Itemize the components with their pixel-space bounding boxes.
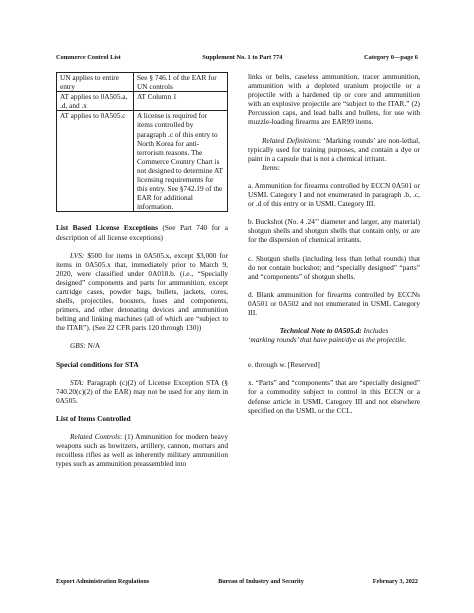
table-cell: UN applies to entire entry: [57, 73, 134, 92]
footer-regulations: Export Administration Regulations: [56, 578, 150, 585]
sta-text: Paragraph (c)(2) of License Exception STA (§ 740.20(c)(2) of the EAR) may not be used for any item in 0A505.: [56, 377, 228, 405]
loic-heading: List of Items Controlled: [56, 413, 131, 423]
footer-date: February 3, 2022: [372, 578, 418, 585]
header-supplement: Supplement No. 1 to Part 774: [202, 54, 283, 61]
items-colon: :: [277, 162, 280, 172]
item-x: x. “Parts” and “components” that are “specially designed” for a commodity subject to control in this ECCN or a defense article in USML Category III and not elsewhere specified on the USML or the CCL.: [248, 378, 420, 415]
gbs-text: N/A: [85, 341, 101, 351]
item-d: d. Blank ammunition for firearms controlled by ECCNs 0A501 or 0A502 and not enumerated in USML Category III.: [248, 289, 420, 317]
table-cell: AT applies to 0A505.c: [57, 111, 134, 212]
table-cell: AT applies to 0A505.a, .d, and .x: [57, 92, 134, 111]
related-controls-paragraph: [56, 432, 228, 468]
table-cell: See § 746.1 of the EAR for UN controls: [134, 73, 228, 92]
page-header: [56, 54, 418, 61]
lble-paragraph: [56, 223, 228, 241]
sta-label: STA:: [70, 377, 85, 387]
sta-heading: Special conditions for STA: [56, 359, 139, 369]
related-controls-text: : (1) Ammunition for modern heavy weapons such as howitzers, artillery, cannon, mortars and recoilless rifles as well as inherently military ammunition types such as ammunition preassembled into: [56, 432, 228, 469]
gbs-label: GBS:: [70, 341, 86, 351]
lvs-text-2: , “Specially designed” components and parts for ammunition, except cartridge cases, powder bags, bullets, jackets, cores, shells, projectiles, boosters, fuses and components, primers, and other detonating devices and ammunition belting and linking machines (all of which are “subject to the ITAR”). (See 22 CFR parts 120 through 130)): [56, 268, 228, 333]
item-b: b. Buckshot (No. 4 .24’’ diameter and larger, any material) shotgun shells and shotgun shells that contain only, or are for the dispersion of chemical irritants.: [248, 217, 420, 245]
related-controls-label: Related Controls: [70, 432, 121, 441]
table-row: [57, 73, 228, 92]
lvs-paragraph: [56, 251, 228, 333]
item-a: a. Ammunition for firearms controlled by ECCN 0A501 or USML Category I and not enumerated in paragraph .b, .c, or .d of this entry or in USML Category III.: [248, 180, 420, 209]
header-title: Commerce Control List: [56, 54, 121, 61]
technical-note-lead: Includes: [361, 326, 389, 336]
item-c: c. Shotgun shells (including less than lethal rounds) that do not contain buckshot; and “specially designed” “parts” and “components” of shotgun shells.: [248, 253, 420, 281]
table-cell: A license is required for items controlled by paragraph .c of this entry to North Korea for anti-terrorism reasons. The Commerce Country Chart is not designed to determine AT licensing requirements for this entry. See §742.19 of the EAR for additional information.: [134, 111, 228, 212]
table-cell: AT Column 1: [134, 92, 228, 111]
sta-paragraph: [56, 378, 228, 405]
related-definitions-label: Related Definitions: [262, 135, 320, 145]
left-column: [56, 72, 228, 477]
gbs-paragraph: [56, 341, 228, 350]
related-definitions-text: : ‘Marking rounds’ are non-lethal, typically used for training purposes, and contain a dye or paint in a capsule that is not a chemical irritant.: [248, 135, 420, 163]
controls-table: [56, 72, 228, 212]
technical-note-text: ‘marking rounds’ that have paint/dye as the projectile.: [248, 335, 407, 345]
right-column: [248, 72, 420, 424]
footer-bureau: Bureau of Industry and Security: [218, 578, 304, 585]
lvs-label: LVS:: [70, 250, 85, 260]
technical-note-heading: Technical Note to 0A505.d:: [279, 326, 362, 336]
lvs-text: $500 for items in 0A505.x, except $3,000 for items in 0A505.x that, immediately prior to March 9, 2020, were classified under 0A018.b. (: [56, 250, 228, 278]
technical-note-title: [248, 326, 420, 335]
page-footer: [56, 578, 418, 585]
lble-text: (See Part 740 for a description of all license exceptions): [56, 223, 228, 242]
item-e: e. through w. [Reserved]: [248, 360, 320, 370]
table-row: [57, 92, 228, 111]
related-definitions-paragraph: [248, 136, 420, 172]
items-label: Items: [262, 162, 278, 172]
table-row: [57, 111, 228, 212]
header-page: Category 0—page 6: [364, 54, 418, 61]
lvs-ie: i.e.: [182, 268, 192, 278]
lble-heading: List Based License Exceptions: [56, 223, 158, 233]
related-controls-continued: links or belts, caseless ammunition, tracer ammunition, ammunition with a depleted uranium projectile or a projectile with a hardened tip or core and ammunition with an explosive projectile are “subject to the ITAR.” (2) Percussion caps, and lead balls and bullets, for use with muzzle-loading firearms are EAR99 items.: [248, 72, 420, 127]
